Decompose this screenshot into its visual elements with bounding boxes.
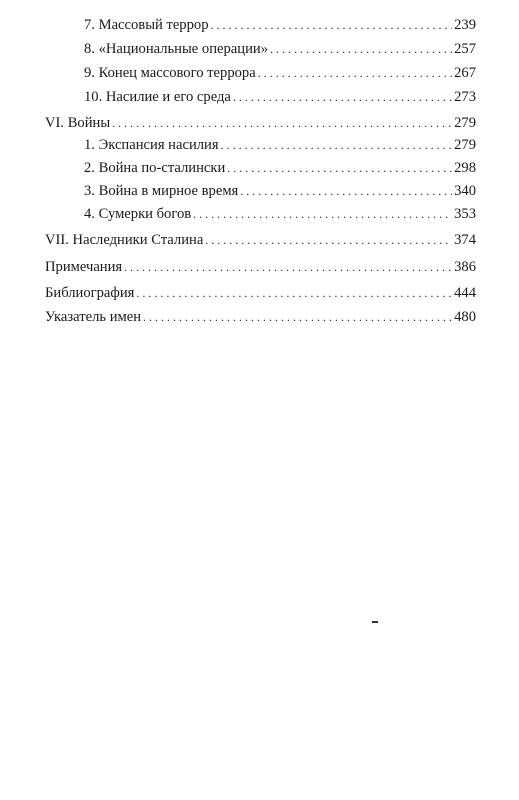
toc-entry[interactable] [84, 205, 476, 223]
toc-entry-page: 257 [454, 41, 476, 57]
toc-entry-page: 239 [454, 17, 476, 33]
dot-leader [136, 284, 452, 302]
toc-entry-title: 8. «Национальные операции» [84, 41, 269, 57]
toc-entry[interactable] [45, 231, 476, 249]
dot-leader [193, 205, 452, 223]
dot-leader [240, 182, 452, 200]
toc-entry-page: 273 [454, 89, 476, 105]
toc-entry[interactable] [84, 159, 476, 177]
toc-entry-title: 1. Экспансия насилия [84, 137, 219, 153]
dot-leader [205, 231, 452, 249]
dot-leader [258, 64, 452, 82]
toc-entry[interactable] [45, 308, 476, 326]
toc-entry-page: 444 [454, 285, 476, 301]
toc-entry-page: 480 [454, 309, 476, 325]
toc-entry-title: 4. Сумерки богов [84, 206, 192, 222]
toc-entry[interactable] [45, 258, 476, 276]
toc-entry-title: VI. Войны [45, 115, 111, 131]
toc-entry-title: Библиография [45, 285, 135, 301]
toc-entry-title: 7. Массовый террор [84, 17, 209, 33]
toc-entry-page: 279 [454, 137, 476, 153]
toc-entry[interactable] [84, 40, 476, 58]
dot-leader [143, 308, 452, 326]
toc-entry[interactable] [84, 182, 476, 200]
toc-entry-page: 298 [454, 160, 476, 176]
print-mark [372, 621, 378, 623]
toc-entry[interactable] [84, 16, 476, 34]
toc-entry-title: Указатель имен [45, 309, 142, 325]
toc-entry-title: 2. Война по-сталински [84, 160, 226, 176]
dot-leader [211, 16, 453, 34]
toc-entry[interactable] [84, 88, 476, 106]
toc-entry-page: 374 [454, 232, 476, 248]
toc-entry[interactable] [45, 114, 476, 132]
dot-leader [124, 258, 452, 276]
toc-entry-title: Примечания [45, 259, 123, 275]
toc-entry-title: 3. Война в мирное время [84, 183, 239, 199]
toc-entry-title: 9. Конец массового террора [84, 65, 256, 81]
toc-entry[interactable] [84, 64, 476, 82]
dot-leader [233, 88, 452, 106]
toc-entry-title: 10. Насилие и его среда [84, 89, 231, 105]
toc-entry-page: 267 [454, 65, 476, 81]
toc-entry-title: VII. Наследники Сталина [45, 232, 204, 248]
toc-entry[interactable] [45, 284, 476, 302]
toc-entry-page: 340 [454, 183, 476, 199]
toc-entry-page: 386 [454, 259, 476, 275]
toc-entry-page: 279 [454, 115, 476, 131]
dot-leader [112, 114, 452, 132]
dot-leader [227, 159, 452, 177]
toc-entry[interactable] [84, 136, 476, 154]
dot-leader [221, 136, 453, 154]
toc-entry-page: 353 [454, 206, 476, 222]
dot-leader [270, 40, 452, 58]
